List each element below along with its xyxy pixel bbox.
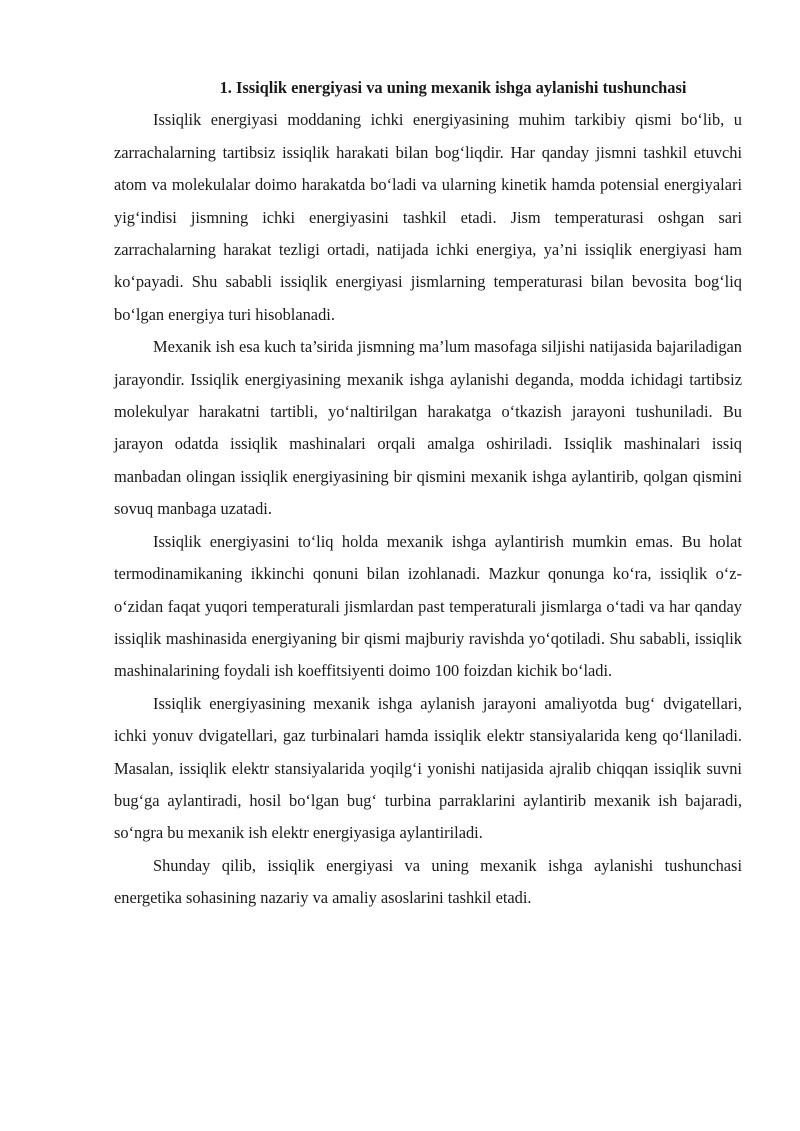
section-title: 1. Issiqlik energiyasi va uning mexanik ishga aylanishi tushunchasi (219, 78, 687, 97)
paragraph-thermal-energy: Issiqlik energiyasi moddaning ichki energiyasining muhim tarkibiy qismi bo‘lib, u zarrachalarning tartibsiz issiqlik harakati bilan bog‘liqdir. Har qanday jismni tashkil etuvchi atom va molekulalar doimo harakatda bo‘ladi va ularning kinetik hamda potensial energiyalari yig‘indisi jismning ichki energiyasini tashkil etadi. Jism temperaturasi oshgan sari zarrachalarning harakat tezligi ortadi, natijada ichki energiya, ya’ni issiqlik energiyasi ham ko‘payadi. Shu sababli issiqlik energiyasi jismlarning temperaturasi bilan bevosita bog‘liq bo‘lgan energiya turi hisoblanadi. (114, 110, 742, 324)
paragraph-second-law: Issiqlik energiyasini to‘liq holda mexanik ishga aylantirish mumkin emas. Bu holat termodinamikaning ikkinchi qonuni bilan izohlanadi. Mazkur qonunga ko‘ra, issiqlik o‘z-o‘zidan faqat yuqori temperaturali jismlardan past temperaturali jismlarga o‘tadi va har qanday issiqlik mashinasida energiyaning bir qismi majburiy ravishda yo‘qotiladi. Shu sababli, issiqlik mashinalarining foydali ish koeffitsiyenti doimo 100 foizdan kichik bo‘ladi. (114, 531, 742, 681)
paragraph-mechanical-work: Mexanik ish esa kuch ta’sirida jismning ma’lum masofaga siljishi natijasida bajariladigan jarayondir. Issiqlik energiyasining mexanik ishga aylanishi deganda, modda ichidagi tartibsiz molekulyar harakatni tartibli, yo‘naltirilgan harakatga o‘tkazish jarayoni tushuniladi. Bu jarayon odatda issiqlik mashinalari orqali amalga oshiriladi. Issiqlik mashinalari issiq manbadan olingan issiqlik energiyasining bir qismini mexanik ishga aylantirib, qolgan qismini sovuq manbaga uzatadi. (114, 337, 742, 519)
paragraph-conclusion: Shunday qilib, issiqlik energiyasi va uning mexanik ishga aylanishi tushunchasi energetika sohasining nazariy va amaliy asoslarini tashkil etadi. (114, 855, 742, 908)
paragraph-applications: Issiqlik energiyasining mexanik ishga aylanish jarayoni amaliyotda bug‘ dvigatellari, ichki yonuv dvigatellari, gaz turbinalari hamda issiqlik elektr stansiyalarida keng qo‘llaniladi. Masalan, issiqlik elektr stansiyalarida yoqilg‘i yonishi natijasida ajralib chiqqan issiqlik suvni bug‘ga aylantiradi, hosil bo‘lgan bug‘ turbina parraklarini aylantirib mexanik ish bajaradi, so‘ngra bu mexanik ish elektr energiyasiga aylantiriladi. (114, 693, 742, 843)
